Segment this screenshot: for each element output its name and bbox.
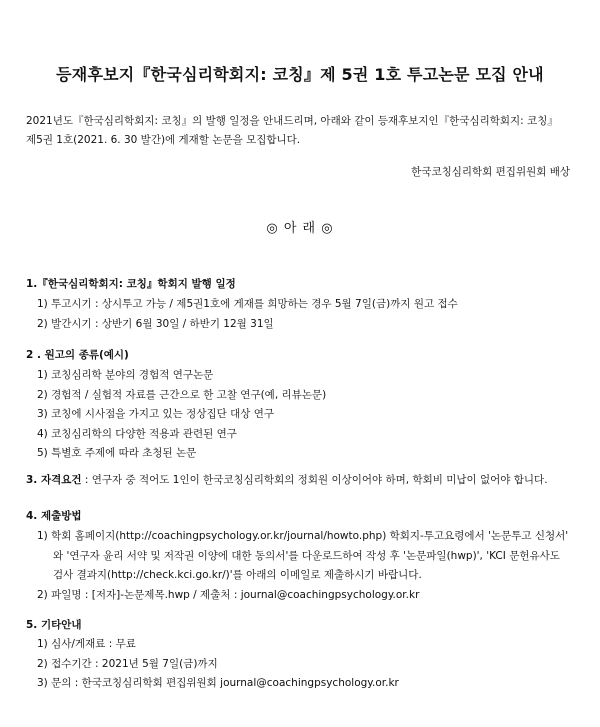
intro-line: 2021년도『한국심리학회지: 코칭』의 발행 일정을 안내드리며, 아래와 같이 등재후보지인『한국심리학회지: 코칭』 (26, 115, 558, 127)
list-item-continuation: 검사 결과지(http://check.kci.go.kr/)'를 아래의 이메일로 제출하시기 바랍니다. (53, 569, 422, 581)
section-eligibility (26, 472, 548, 487)
list-item: 1) 심사/게재료 : 무료 (37, 638, 136, 650)
list-item: 2) 경험적 / 실험적 자료를 근간으로 한 고찰 연구(예, 리뷰논문) (37, 388, 327, 401)
list-item: 2) 파일명 : [저자]-논문제목.hwp / 제출처 : journal@coachingpsychology.or.kr (37, 588, 420, 601)
list-item: 1) 투고시기 : 상시투고 가능 / 제5권1호에 게재를 희망하는 경우 5월 7일(금)까지 원고 접수 (37, 298, 458, 310)
section-other-info (26, 617, 399, 694)
list-item: 5) 특별호 주제에 따라 초청된 논문 (37, 447, 197, 459)
list-item: 3) 코칭에 시사점을 가지고 있는 정상집단 대상 연구 (37, 408, 274, 420)
section-schedule (26, 276, 458, 334)
intro-line: 제5권 1호(2021. 6. 30 발간)에 게재할 논문을 모집합니다. (26, 134, 301, 146)
list-item: 1) 학회 홈페이지(http://coachingpsychology.or.kr/journal/howto.php) 학회지-투고요령에서 '논문투고 신청서' (37, 530, 569, 542)
section-heading: 2 . 원고의 종류(예시) (26, 349, 129, 361)
list-item: 2) 발간시기 : 상반기 6월 30일 / 하반기 12월 31일 (37, 317, 274, 330)
section-submission (26, 508, 568, 605)
section-heading: 5. 기타안내 (26, 619, 82, 631)
section-heading: 1.『한국심리학회지: 코칭』학회지 발행 일정 (26, 278, 236, 290)
list-item: 4) 코칭심리학의 다양한 적용과 관련된 연구 (37, 427, 237, 440)
intro-paragraph (26, 112, 574, 150)
section-divider-heading: ◎ 아 래 ◎ (266, 221, 334, 236)
section-heading: 3. 자격요건 (26, 474, 82, 486)
list-item-continuation: 와 '연구자 윤리 서약 및 저작권 이양에 대한 동의서'를 다운로드하여 작성 후 '논문파일(hwp)', 'KCI 문헌유사도 (53, 549, 560, 562)
signature: 한국코칭심리학회 편집위원회 배상 (411, 166, 570, 178)
section-heading: 4. 제출방법 (26, 510, 82, 522)
list-item: 3) 문의 : 한국코칭심리학회 편집위원회 journal@coachingpsychology.or.kr (37, 677, 399, 689)
list-item: 2) 접수기간 : 2021년 5월 7일(금)까지 (37, 657, 218, 670)
eligibility-text: : 연구자 중 적어도 1인이 한국코칭심리학회의 정회원 이상이어야 하며, 학회비 미납이 없어야 합니다. (81, 474, 548, 486)
page-title: 등재후보지『한국심리학회지: 코칭』제 5권 1호 투고논문 모집 안내 (56, 65, 544, 84)
list-item: 1) 코칭심리학 분야의 경험적 연구논문 (37, 369, 214, 381)
section-manuscript-types (26, 347, 326, 464)
